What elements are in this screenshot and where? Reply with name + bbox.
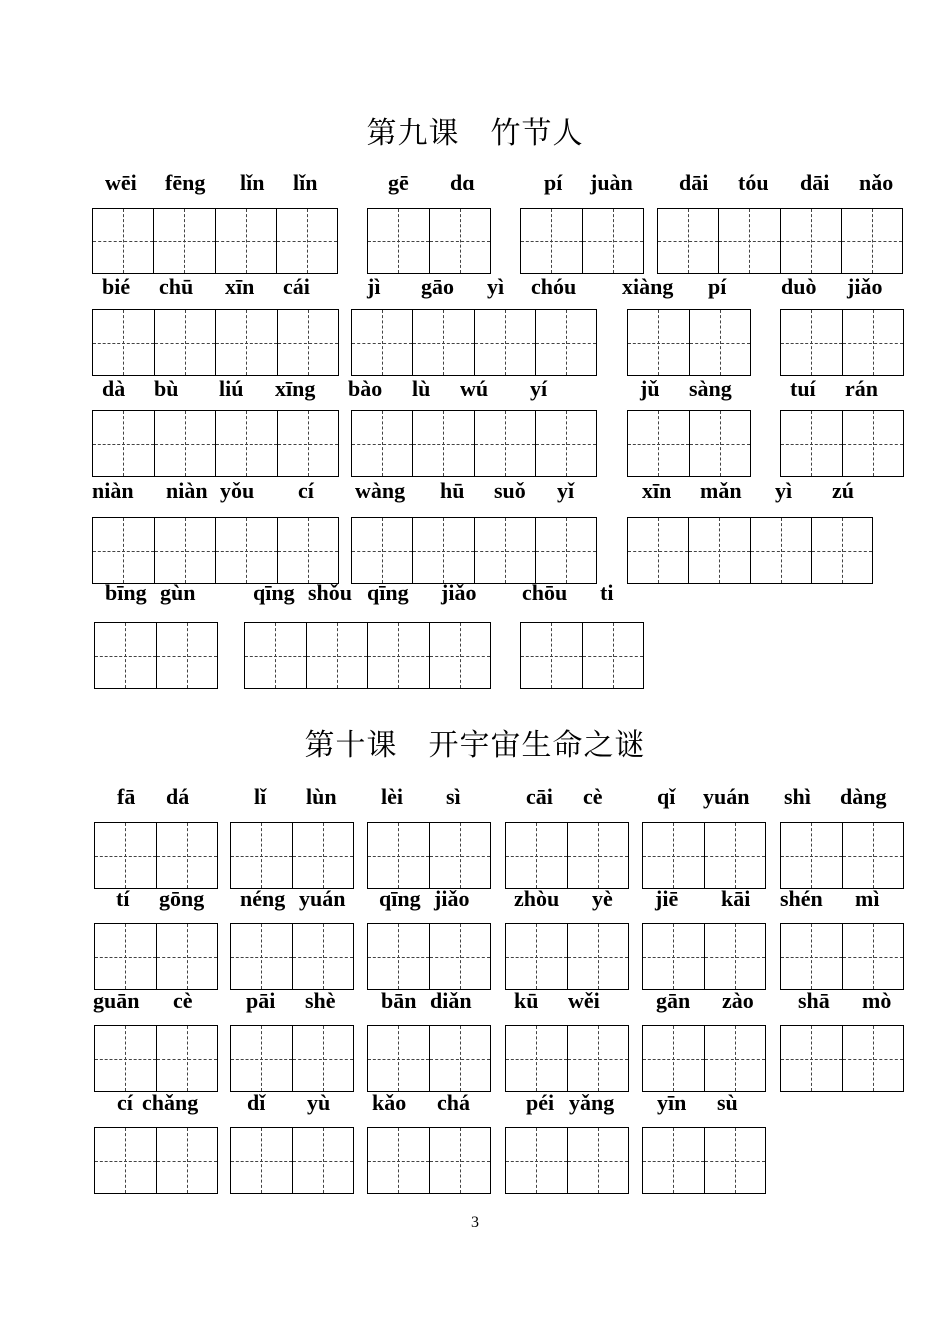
tianzige-grid [505,822,629,889]
writing-cell[interactable] [95,823,156,888]
pinyin-label: lǐn [240,170,265,195]
pinyin-label: lǐn [293,170,318,195]
tianzige-grid [642,923,766,990]
pinyin-label: lùn [306,784,337,809]
pinyin-label: niàn [166,478,208,503]
writing-cell[interactable] [368,1026,429,1091]
writing-cell[interactable] [506,1026,567,1091]
writing-cell[interactable] [215,411,277,476]
tianzige-grid [230,822,354,889]
pinyin-label: fēng [165,170,206,195]
writing-cell[interactable] [277,310,339,375]
writing-cell[interactable] [643,1026,704,1091]
pinyin-label: shā [798,988,830,1013]
tianzige-grid [367,1127,491,1194]
lesson-10-title: 第十课 开宇宙生命之谜 [304,728,646,763]
writing-cell[interactable] [781,924,842,989]
tianzige-grid [94,822,218,889]
tianzige-grid [505,1025,629,1092]
pinyin-label: shǒu [308,580,353,605]
writing-cell[interactable] [582,623,644,688]
writing-cell[interactable] [292,1128,354,1193]
pinyin-label: tí [116,886,130,911]
writing-cell[interactable] [215,209,276,273]
writing-cell[interactable] [429,823,491,888]
pinyin-label: nǎo [859,170,894,195]
pinyin-label: pí [544,170,563,195]
writing-cell[interactable] [689,411,751,476]
writing-cell[interactable] [842,411,904,476]
writing-cell[interactable] [704,1128,766,1193]
writing-cell[interactable] [811,518,872,583]
writing-cell[interactable] [429,924,491,989]
tianzige-grid [367,822,491,889]
pinyin-label: wú [460,376,489,401]
writing-cell[interactable] [521,623,582,688]
pinyin-label: duò [781,274,817,299]
pinyin-label: dǐ [247,1090,266,1115]
writing-cell[interactable] [95,623,156,688]
pinyin-label: dá [166,784,190,809]
pinyin-label: guān [93,988,140,1013]
pinyin-label: lèi [381,784,403,809]
writing-cell[interactable] [658,209,718,273]
pinyin-label: mǎn [700,478,742,503]
writing-cell[interactable] [567,1026,629,1091]
writing-cell[interactable] [231,924,292,989]
pinyin-label: pāi [246,988,276,1013]
tianzige-grid [657,208,903,274]
writing-cell[interactable] [245,623,306,688]
pinyin-label: kū [514,988,539,1013]
pinyin-label: dɑ [450,170,475,195]
pinyin-label: gùn [160,580,196,605]
pinyin-label: qīng [253,580,295,605]
writing-cell[interactable] [306,623,368,688]
pinyin-label: tuí [790,376,816,401]
tianzige-grid [230,1025,354,1092]
pinyin-label: bān [381,988,417,1013]
writing-cell[interactable] [781,823,842,888]
pinyin-label: chóu [531,274,577,299]
pinyin-label: cè [173,988,193,1013]
pinyin-label: wēi [105,170,137,195]
pinyin-label: jiǎo [434,886,470,911]
pinyin-label: lù [412,376,431,401]
writing-cell[interactable] [628,411,689,476]
writing-cell[interactable] [521,209,582,273]
pinyin-label: sù [717,1090,738,1115]
pinyin-label: qīng [367,580,409,605]
tianzige-grid [505,923,629,990]
writing-cell[interactable] [368,924,429,989]
pinyin-label: wěi [568,988,600,1013]
pinyin-label: jiǎo [441,580,477,605]
writing-cell[interactable] [156,823,218,888]
writing-cell[interactable] [628,310,689,375]
pinyin-label: péi [526,1090,555,1115]
writing-cell[interactable] [154,518,216,583]
writing-cell[interactable] [506,1128,567,1193]
pinyin-label: cāi [526,784,553,809]
writing-cell[interactable] [643,823,704,888]
pinyin-label: yīn [657,1090,687,1115]
pinyin-label: yǒu [220,478,255,503]
pinyin-label: jiǎo [847,274,883,299]
writing-cell[interactable] [93,310,154,375]
tianzige-grid [94,923,218,990]
pinyin-label: zú [832,478,854,503]
pinyin-label: xīn [642,478,672,503]
writing-cell[interactable] [506,924,567,989]
tianzige-grid [351,309,597,376]
pinyin-label: zào [722,988,754,1013]
pinyin-label: cái [283,274,310,299]
pinyin-label: dāi [679,170,709,195]
writing-cell[interactable] [582,209,644,273]
writing-cell[interactable] [153,209,214,273]
pinyin-label: bīng [105,580,147,605]
writing-cell[interactable] [567,1128,629,1193]
pinyin-label: mì [855,886,880,911]
writing-cell[interactable] [156,623,218,688]
pinyin-label: gē [388,170,409,195]
writing-cell[interactable] [750,518,811,583]
writing-cell[interactable] [535,310,596,375]
writing-cell[interactable] [689,310,751,375]
writing-cell[interactable] [292,924,354,989]
tianzige-grid [230,1127,354,1194]
tianzige-grid [642,822,766,889]
pinyin-label: cí [298,478,314,503]
tianzige-grid [627,309,751,376]
page-number: 3 [471,1214,479,1231]
pinyin-label: shè [305,988,336,1013]
tianzige-grid [94,1025,218,1092]
writing-cell[interactable] [429,209,491,273]
writing-cell[interactable] [643,1128,704,1193]
pinyin-label: rán [845,376,878,401]
tianzige-grid [642,1127,766,1194]
tianzige-grid [351,410,597,477]
writing-cell[interactable] [292,823,354,888]
writing-cell[interactable] [154,310,216,375]
tianzige-grid [780,923,904,990]
writing-cell[interactable] [704,823,766,888]
pinyin-label: mò [862,988,892,1013]
pinyin-label: gōng [159,886,205,911]
writing-cell[interactable] [474,518,535,583]
writing-cell[interactable] [95,1026,156,1091]
tianzige-grid [92,410,339,477]
writing-cell[interactable] [231,823,292,888]
pinyin-label: yǐ [557,478,575,503]
pinyin-label: gāo [421,274,454,299]
pinyin-label: yè [592,886,613,911]
tianzige-grid [351,517,597,584]
tianzige-grid [780,410,904,477]
pinyin-label: qǐ [657,784,676,809]
writing-cell[interactable] [781,1026,842,1091]
writing-cell[interactable] [156,1026,218,1091]
pinyin-label: cí [117,1090,133,1115]
pinyin-label: qīng [379,886,421,911]
writing-cell[interactable] [156,1128,218,1193]
writing-cell[interactable] [841,209,902,273]
pinyin-label: xīng [275,376,316,401]
pinyin-label: jǔ [640,376,660,401]
pinyin-label: zhòu [514,886,560,911]
writing-cell[interactable] [231,1026,292,1091]
tianzige-grid [627,410,751,477]
pinyin-label: liú [219,376,244,401]
writing-cell[interactable] [842,310,904,375]
writing-cell[interactable] [368,1128,429,1193]
tianzige-grid [230,923,354,990]
writing-cell[interactable] [412,411,473,476]
tianzige-grid [780,822,904,889]
writing-cell[interactable] [781,310,842,375]
pinyin-label: tóu [738,170,769,195]
pinyin-label: xīn [225,274,255,299]
pinyin-label: lǐ [254,784,267,809]
writing-cell[interactable] [535,411,596,476]
pinyin-label: dāi [800,170,830,195]
writing-cell[interactable] [474,411,535,476]
tianzige-grid [94,1127,218,1194]
pinyin-label: yí [530,376,548,401]
writing-cell[interactable] [643,924,704,989]
pinyin-label: juàn [590,170,633,195]
pinyin-label: jiē [655,886,679,911]
writing-cell[interactable] [352,310,412,375]
pinyin-label: kāi [721,886,751,911]
tianzige-grid [244,622,491,689]
pinyin-label: sì [446,784,461,809]
writing-cell[interactable] [842,823,904,888]
pinyin-label: yuán [299,886,346,911]
pinyin-label: yǎng [569,1090,615,1115]
writing-cell[interactable] [412,518,473,583]
writing-cell[interactable] [154,411,216,476]
tianzige-grid [92,208,338,274]
writing-cell[interactable] [567,823,629,888]
tianzige-grid [642,1025,766,1092]
pinyin-label: bào [348,376,383,401]
pinyin-label: yì [487,274,505,299]
tianzige-grid [627,517,873,584]
pinyin-label: néng [240,886,286,911]
pinyin-label: bié [102,274,131,299]
tianzige-grid [780,1025,904,1092]
writing-cell[interactable] [368,209,429,273]
pinyin-label: hū [440,478,465,503]
writing-cell[interactable] [718,209,779,273]
pinyin-label: sàng [689,376,732,401]
writing-cell[interactable] [567,924,629,989]
writing-cell[interactable] [429,1026,491,1091]
writing-cell[interactable] [215,310,277,375]
writing-cell[interactable] [95,1128,156,1193]
pinyin-label: chá [437,1090,470,1115]
pinyin-label: fā [117,784,136,809]
writing-cell[interactable] [842,1026,904,1091]
tianzige-grid [367,923,491,990]
writing-cell[interactable] [292,1026,354,1091]
pinyin-label: dàng [840,784,887,809]
pinyin-label: suǒ [494,478,526,503]
writing-cell[interactable] [93,209,153,273]
pinyin-label: bù [154,376,179,401]
writing-cell[interactable] [352,411,412,476]
pinyin-label: cè [583,784,603,809]
tianzige-grid [520,622,644,689]
pinyin-label: yuán [703,784,750,809]
tianzige-grid [92,517,339,584]
writing-cell[interactable] [93,411,154,476]
writing-cell[interactable] [367,623,429,688]
pinyin-label: yù [307,1090,331,1115]
writing-cell[interactable] [276,209,337,273]
pinyin-label: xiàng [622,274,674,299]
tianzige-grid [367,208,491,274]
writing-cell[interactable] [412,310,473,375]
pinyin-label: ti [600,580,614,605]
lesson-9-title: 第九课 竹节人 [366,116,584,151]
writing-cell[interactable] [535,518,596,583]
pinyin-label: chū [159,274,194,299]
pinyin-label: kǎo [372,1090,407,1115]
writing-cell[interactable] [93,518,154,583]
tianzige-grid [94,622,218,689]
writing-cell[interactable] [688,518,749,583]
pinyin-label: jì [367,274,381,299]
writing-cell[interactable] [352,518,412,583]
pinyin-label: dà [102,376,126,401]
writing-cell[interactable] [429,623,491,688]
writing-cell[interactable] [474,310,535,375]
pinyin-label: yì [775,478,793,503]
pinyin-label: shì [784,784,811,809]
pinyin-label: niàn [92,478,134,503]
pinyin-label: wàng [355,478,406,503]
tianzige-grid [92,309,339,376]
pinyin-label: chǎng [142,1090,199,1115]
writing-cell[interactable] [506,823,567,888]
tianzige-grid [780,309,904,376]
tianzige-grid [520,208,644,274]
writing-cell[interactable] [780,209,841,273]
writing-cell[interactable] [231,1128,292,1193]
writing-cell[interactable] [429,1128,491,1193]
pinyin-label: chōu [522,580,568,605]
writing-cell[interactable] [368,823,429,888]
tianzige-grid [367,1025,491,1092]
pinyin-label: diǎn [430,988,472,1013]
writing-cell[interactable] [842,924,904,989]
writing-cell[interactable] [781,411,842,476]
writing-cell[interactable] [704,924,766,989]
writing-cell[interactable] [704,1026,766,1091]
writing-cell[interactable] [628,518,688,583]
pinyin-label: shén [780,886,823,911]
writing-cell[interactable] [95,924,156,989]
writing-cell[interactable] [156,924,218,989]
writing-cell[interactable] [277,411,339,476]
writing-cell[interactable] [277,518,339,583]
writing-cell[interactable] [215,518,277,583]
pinyin-label: pí [708,274,727,299]
tianzige-grid [505,1127,629,1194]
pinyin-label: gān [656,988,691,1013]
